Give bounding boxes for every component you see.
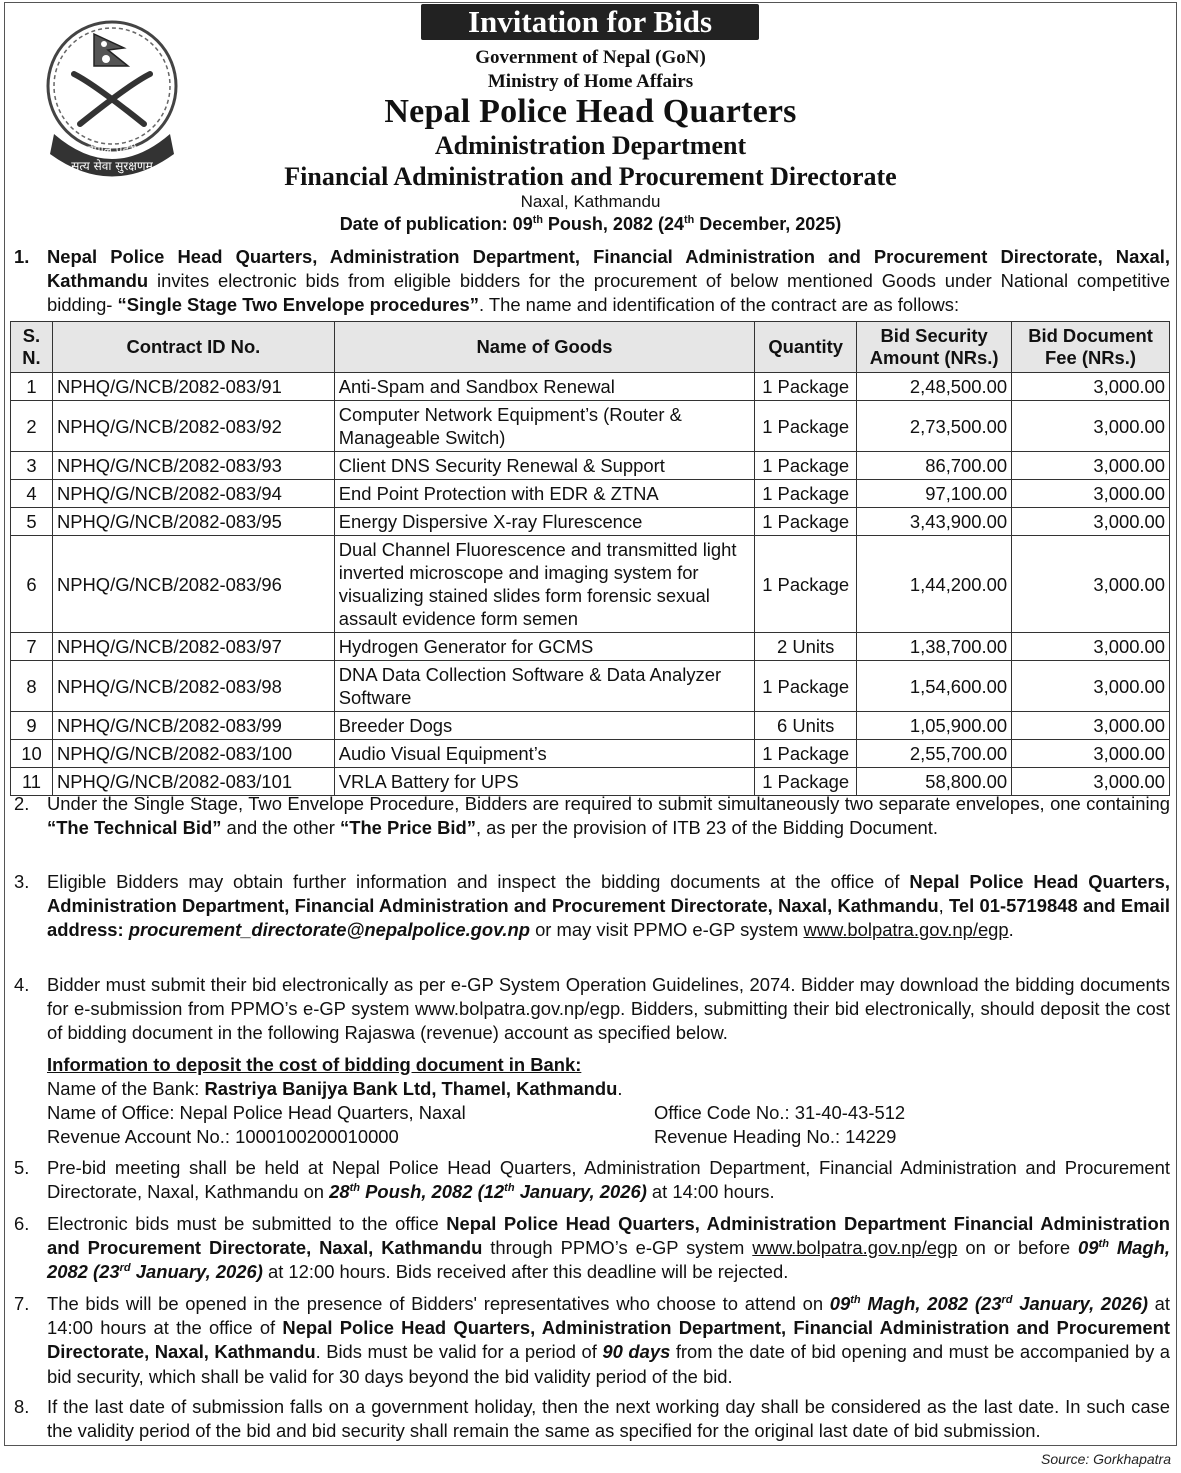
table-header-row — [11, 322, 1170, 373]
cell-doc-fee: 3,000.00 — [1012, 373, 1170, 401]
cell-bid-security: 2,48,500.00 — [857, 373, 1012, 401]
bolpatra-link-2[interactable]: www.bolpatra.gov.np/egp — [752, 1237, 958, 1259]
table-row — [11, 536, 1170, 633]
col-bid-security: Bid Security Amount (NRs.) — [857, 322, 1012, 373]
cell-goods: End Point Protection with EDR & ZTNA — [334, 480, 754, 508]
bank-heading: Information to deposit the cost of bidding document in Bank: — [47, 1054, 582, 1075]
col-doc-fee: Bid Document Fee (NRs.) — [1012, 322, 1170, 373]
cell-contract-id: NPHQ/G/NCB/2082-083/100 — [52, 740, 334, 768]
government-name: Government of Nepal (GoN) — [475, 47, 706, 68]
col-goods: Name of Goods — [334, 322, 754, 373]
cell-quantity: 2 Units — [755, 633, 857, 661]
location: Naxal, Kathmandu — [520, 192, 661, 211]
office-code: Office Code No.: 31-40-43-512 — [654, 1102, 906, 1123]
cell-bid-security: 97,100.00 — [857, 480, 1012, 508]
cell-quantity: 1 Package — [755, 480, 857, 508]
cell-bid-security: 1,38,700.00 — [857, 633, 1012, 661]
cell-sn: 10 — [11, 740, 53, 768]
cell-quantity: 1 Package — [755, 401, 857, 452]
cell-sn: 5 — [11, 508, 53, 536]
contracts-table — [10, 321, 1170, 796]
cell-doc-fee: 3,000.00 — [1012, 633, 1170, 661]
cell-sn: 6 — [11, 536, 53, 633]
cell-goods: Hydrogen Generator for GCMS — [334, 633, 754, 661]
cell-sn: 11 — [11, 768, 53, 796]
cell-quantity: 1 Package — [755, 740, 857, 768]
cell-quantity: 6 Units — [755, 712, 857, 740]
cell-sn: 2 — [11, 401, 53, 452]
source-credit: Source: Gorkhapatra — [1041, 1451, 1171, 1467]
cell-goods: Computer Network Equipment’s (Router & Manageable Switch) — [334, 401, 754, 452]
clause-4: 4. Bidder must submit their bid electronically as per e-GP System Operation Guidelines, 2074. Bidder may download the bidding documents for e-submission from PPMO’s e-GP system www.bolpatra.gov.np/egp. Bidders, submitting their bid electronically, should deposit the cost of bidding document in the following Rajaswa (revenue) account as specified below. — [14, 974, 1170, 1044]
directorate-name: Financial Administration and Procurement Directorate — [284, 162, 897, 191]
cell-sn: 7 — [11, 633, 53, 661]
clause-8: 8. If the last date of submission falls on a government holiday, then the next working day shall be considered as the last date. In such case the validity period of the bid and bid security shall remain the same as specified for the original last date of bid submission. — [14, 1396, 1170, 1442]
organization-name: Nepal Police Head Quarters — [384, 93, 797, 130]
table-row — [11, 712, 1170, 740]
col-contract-id: Contract ID No. — [52, 322, 334, 373]
cell-doc-fee: 3,000.00 — [1012, 768, 1170, 796]
cell-bid-security: 58,800.00 — [857, 768, 1012, 796]
cell-bid-security: 2,73,500.00 — [857, 401, 1012, 452]
col-quantity: Quantity — [755, 322, 857, 373]
revenue-account: Revenue Account No.: 1000100200010000 — [47, 1126, 399, 1147]
cell-bid-security: 1,54,600.00 — [857, 661, 1012, 712]
publication-date: Date of publication: 09th Poush, 2082 (24th December, 2025) — [339, 214, 842, 234]
clause-5: 5. Pre-bid meeting shall be held at Nepal Police Head Quarters, Administration Department, Financial Administration and Procurement Directorate, Naxal, Kathmandu on 28th Poush, 2082 (12th January, 2026) at 14:00 hours. — [14, 1157, 1170, 1203]
cell-doc-fee: 3,000.00 — [1012, 712, 1170, 740]
notice-title: Invitation for Bids — [421, 4, 759, 40]
bolpatra-link[interactable]: www.bolpatra.gov.np/egp — [803, 919, 1009, 941]
cell-contract-id: NPHQ/G/NCB/2082-083/91 — [52, 373, 334, 401]
cell-contract-id: NPHQ/G/NCB/2082-083/96 — [52, 536, 334, 633]
cell-goods: VRLA Battery for UPS — [334, 768, 754, 796]
table-row — [11, 480, 1170, 508]
office-name: Name of Office: Nepal Police Head Quarters, Naxal — [47, 1102, 466, 1123]
cell-contract-id: NPHQ/G/NCB/2082-083/95 — [52, 508, 334, 536]
cell-goods: Dual Channel Fluorescence and transmitted light inverted microscope and imaging system for visualizing stained slides form forensic sexual assault evidence form semen — [334, 536, 754, 633]
clause-6: 6. Electronic bids must be submitted to the office Nepal Police Head Quarters, Administration Department Financial Administration and Procurement Directorate, Naxal, Kathmandu through PPMO’s e-GP system www.bolpatra.gov.np/egp on or before 09th Magh, 2082 (23rd January, 2026) at 12:00 hours. Bids received after this deadline will be rejected. — [14, 1213, 1170, 1283]
col-sn: S. N. — [11, 322, 53, 373]
revenue-heading: Revenue Heading No.: 14229 — [654, 1126, 897, 1147]
cell-quantity: 1 Package — [755, 508, 857, 536]
cell-contract-id: NPHQ/G/NCB/2082-083/99 — [52, 712, 334, 740]
cell-bid-security: 1,05,900.00 — [857, 712, 1012, 740]
cell-bid-security: 3,43,900.00 — [857, 508, 1012, 536]
cell-doc-fee: 3,000.00 — [1012, 401, 1170, 452]
cell-doc-fee: 3,000.00 — [1012, 452, 1170, 480]
table-row — [11, 452, 1170, 480]
cell-quantity: 1 Package — [755, 452, 857, 480]
cell-doc-fee: 3,000.00 — [1012, 661, 1170, 712]
cell-bid-security: 86,700.00 — [857, 452, 1012, 480]
clause-1: 1. Nepal Police Head Quarters, Administration Department, Financial Administration and Procurement Directorate, Naxal, Kathmandu invites electronic bids from eligible bidders for the procurement of below mentioned Goods under National competitive bidding- “Single Stage Two Envelope procedures”. The name and identification of the contract are as follows: — [14, 246, 1170, 316]
cell-goods: Energy Dispersive X-ray Flurescence — [334, 508, 754, 536]
cell-goods: Anti-Spam and Sandbox Renewal — [334, 373, 754, 401]
cell-sn: 4 — [11, 480, 53, 508]
cell-doc-fee: 3,000.00 — [1012, 536, 1170, 633]
cell-contract-id: NPHQ/G/NCB/2082-083/94 — [52, 480, 334, 508]
cell-sn: 1 — [11, 373, 53, 401]
table-row — [11, 633, 1170, 661]
cell-contract-id: NPHQ/G/NCB/2082-083/98 — [52, 661, 334, 712]
svg-text:नेपाल प्रहरी: नेपाल प्रहरी — [87, 143, 137, 157]
cell-contract-id: NPHQ/G/NCB/2082-083/93 — [52, 452, 334, 480]
cell-doc-fee: 3,000.00 — [1012, 740, 1170, 768]
ministry-name: Ministry of Home Affairs — [487, 71, 694, 92]
cell-sn: 9 — [11, 712, 53, 740]
email-link[interactable]: procurement_directorate@nepalpolice.gov.np — [128, 919, 530, 941]
cell-bid-security: 1,44,200.00 — [857, 536, 1012, 633]
cell-goods: Audio Visual Equipment’s — [334, 740, 754, 768]
cell-quantity: 1 Package — [755, 661, 857, 712]
department-name: Administration Department — [434, 131, 747, 160]
cell-sn: 3 — [11, 452, 53, 480]
table-row — [11, 508, 1170, 536]
clause-2: 2. Under the Single Stage, Two Envelope Procedure, Bidders are required to submit simultaneously two separate envelopes, one containing “The Technical Bid” and the other “The Price Bid”, as per the provision of ITB 23 of the Bidding Document. — [14, 793, 1170, 839]
cell-contract-id: NPHQ/G/NCB/2082-083/101 — [52, 768, 334, 796]
cell-goods: Breeder Dogs — [334, 712, 754, 740]
cell-bid-security: 2,55,700.00 — [857, 740, 1012, 768]
table-row — [11, 373, 1170, 401]
cell-quantity: 1 Package — [755, 373, 857, 401]
cell-doc-fee: 3,000.00 — [1012, 508, 1170, 536]
clause-7: 7. The bids will be opened in the presence of Bidders' representatives who choose to attend on 09th Magh, 2082 (23rd January, 2026) at 14:00 hours at the office of Nepal Police Head Quarters, Administration Department, Financial Administration and Procurement Directorate, Naxal, Kathmandu. Bids must be valid for a period of 90 days from the date of bid opening and must be accompanied by a bid security, which shall be valid for 30 days beyond the bid validity period of the bid. — [14, 1293, 1171, 1387]
cell-goods: DNA Data Collection Software & Data Analyzer Software — [334, 661, 754, 712]
cell-contract-id: NPHQ/G/NCB/2082-083/97 — [52, 633, 334, 661]
bank-name: Name of the Bank: Rastriya Banijya Bank Ltd, Thamel, Kathmandu. — [47, 1078, 623, 1099]
cell-quantity: 1 Package — [755, 536, 857, 633]
table-row — [11, 740, 1170, 768]
clause-3: 3. Eligible Bidders may obtain further information and inspect the bidding documents at the office of Nepal Police Head Quarters, Administration Department, Financial Administration and Procurement Directorate, Naxal, Kathmandu, Tel 01-5719848 and Email address: procurement_directorate@nepalpolice.gov.np or may visit PPMO e-GP system www.bolpatra.gov.np/egp. — [14, 871, 1170, 941]
cell-quantity: 1 Package — [755, 768, 857, 796]
cell-sn: 8 — [11, 661, 53, 712]
table-row — [11, 401, 1170, 452]
cell-goods: Client DNS Security Renewal & Support — [334, 452, 754, 480]
table-row — [11, 661, 1170, 712]
svg-text:सत्य सेवा सुरक्षणम्: सत्य सेवा सुरक्षणम् — [71, 159, 153, 173]
cell-contract-id: NPHQ/G/NCB/2082-083/92 — [52, 401, 334, 452]
cell-doc-fee: 3,000.00 — [1012, 480, 1170, 508]
